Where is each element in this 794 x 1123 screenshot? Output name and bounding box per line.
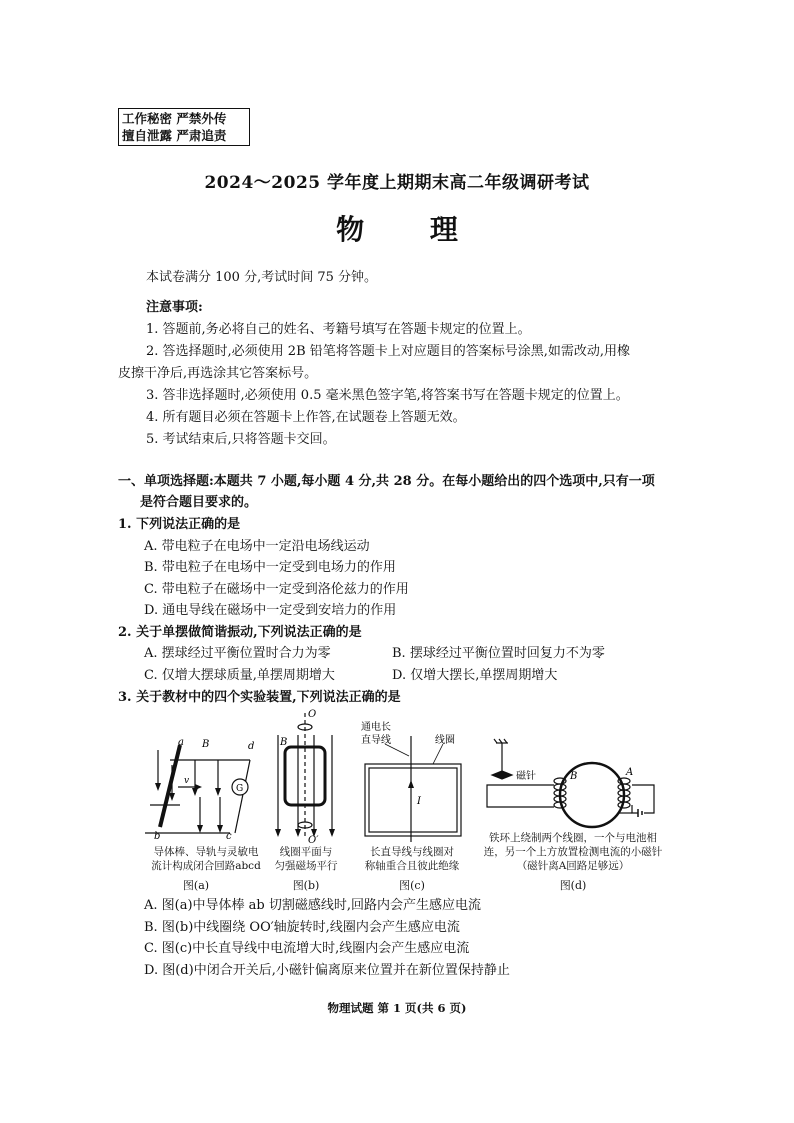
caption-line: 流计构成闭合回路abcd (151, 860, 261, 872)
section-heading: 一、单项选择题:本题共 7 小题,每小题 4 分,共 28 分。在每小题给出的四个选项中,只有一项 (118, 474, 655, 489)
coil-A-label: A (626, 767, 634, 778)
caption-line: 称轴重合且彼此绝缘 (364, 860, 460, 872)
caption-line: 长直导线与线圈对 (370, 846, 454, 858)
figure-a-label: 图(a) (182, 879, 210, 892)
figure-b-label: 图(b) (292, 879, 320, 892)
coil-B-label: B (570, 771, 578, 782)
label-d: d (248, 741, 255, 752)
label-v: v (184, 776, 190, 786)
q1-option-b: B. 带电粒子在电场中一定受到电场力的作用 (144, 560, 396, 575)
q1-stem: 1. 下列说法正确的是 (118, 517, 241, 532)
q2-option-c: C. 仅增大摆球质量,单摆周期增大 (144, 668, 335, 683)
figure-d-diagram (482, 735, 662, 835)
figure-a-diagram (140, 735, 270, 840)
q2-option-b: B. 摆球经过平衡位置时回复力不为零 (392, 646, 605, 661)
page-footer: 物理试题 第 1 页(共 6 页) (327, 1001, 467, 1015)
figure-c-label: 图(c) (399, 879, 425, 892)
note-item: 5. 考试结束后,只将答题卡交回。 (146, 432, 336, 447)
note-item: 2. 答选择题时,必须使用 2B 铅笔将答题卡上对应题目的答案标号涂黑,如需改动,用橡 (146, 344, 631, 359)
label-b: b (154, 831, 161, 840)
galvanometer-label: G (236, 784, 244, 794)
q2-option-a: A. 摆球经过平衡位置时合力为零 (144, 646, 331, 661)
wire-label-1: 通电长 (361, 722, 391, 733)
stamp-line2: 擅自泄露 严肃追责 (122, 128, 227, 143)
caption-line: 线圈平面与 (279, 846, 333, 858)
note-item: 1. 答题前,务必将自己的姓名、考籍号填写在答题卡规定的位置上。 (146, 322, 531, 337)
label-a: a (178, 737, 184, 748)
subject-title: 物 理 (336, 213, 486, 246)
figure-c-diagram (355, 718, 470, 843)
label-c: c (226, 831, 232, 840)
current-label: I (417, 796, 421, 807)
caption-line: （磁针离A回路足够远） (516, 860, 630, 872)
figure-b-caption (266, 845, 346, 873)
label-B: B (280, 737, 288, 748)
caption-line: 铁环上绕制两个线圈，一个与电池相 (489, 832, 657, 844)
q2-option-d: D. 仅增大摆长,单摆周期增大 (392, 668, 558, 683)
q3-option-a: A. 图(a)中导体棒 ab 切割磁感线时,回路内会产生感应电流 (144, 898, 482, 913)
needle-label: 磁针 (516, 771, 536, 782)
note-item: 3. 答非选择题时,必须使用 0.5 毫米黑色签字笔,将答案书写在答题卡规定的位置上。 (146, 388, 629, 403)
exam-title: 2024～2025 学年度上期期末高二年级调研考试 (204, 173, 590, 193)
q3-option-c: C. 图(c)中长直导线中电流增大时,线圈内会产生感应电流 (144, 941, 470, 956)
coil-label: 线圈 (435, 735, 455, 746)
figure-d-label: 图(d) (559, 879, 587, 892)
caption-line: 匀强磁场平行 (274, 860, 338, 872)
q1-option-c: C. 带电粒子在磁场中一定受到洛伦兹力的作用 (144, 582, 409, 597)
label-O-prime: O′ (308, 835, 319, 845)
intro-text: 本试卷满分 100 分,考试时间 75 分钟。 (146, 270, 378, 285)
figure-d-caption (480, 831, 666, 873)
notes-heading: 注意事项: (146, 300, 203, 315)
q3-option-d: D. 图(d)中闭合开关后,小磁针偏离原来位置并在新位置保持静止 (144, 963, 510, 978)
q3-option-b: B. 图(b)中线圈绕 OO′轴旋转时,线圈内会产生感应电流 (144, 920, 460, 935)
q1-option-a: A. 带电粒子在电场中一定沿电场线运动 (144, 539, 370, 554)
q3-stem: 3. 关于教材中的四个实验装置,下列说法正确的是 (118, 690, 401, 705)
caption-line: 导体棒、导轨与灵敏电 (153, 846, 259, 858)
q1-option-d: D. 通电导线在磁场中一定受到安培力的作用 (144, 603, 397, 618)
figure-a-caption (136, 845, 276, 873)
note-item: 4. 所有题目必须在答题卡上作答,在试题卷上答题无效。 (146, 410, 466, 425)
q2-stem: 2. 关于单摆做简谐振动,下列说法正确的是 (118, 625, 362, 640)
label-O: O (308, 709, 317, 720)
confidential-stamp (118, 108, 250, 146)
stamp-line1: 工作秘密 严禁外传 (122, 111, 227, 126)
wire-label-2: 直导线 (361, 735, 391, 746)
note-item: 皮擦干净后,再选涂其它答案标号。 (118, 366, 318, 381)
caption-line: 连，另一个上方放置检测电流的小磁针 (483, 846, 663, 858)
figure-b-diagram (270, 705, 340, 845)
figure-c-caption (352, 845, 472, 873)
label-B: B (202, 739, 210, 750)
section-heading-cont: 是符合题目要求的。 (140, 495, 258, 510)
